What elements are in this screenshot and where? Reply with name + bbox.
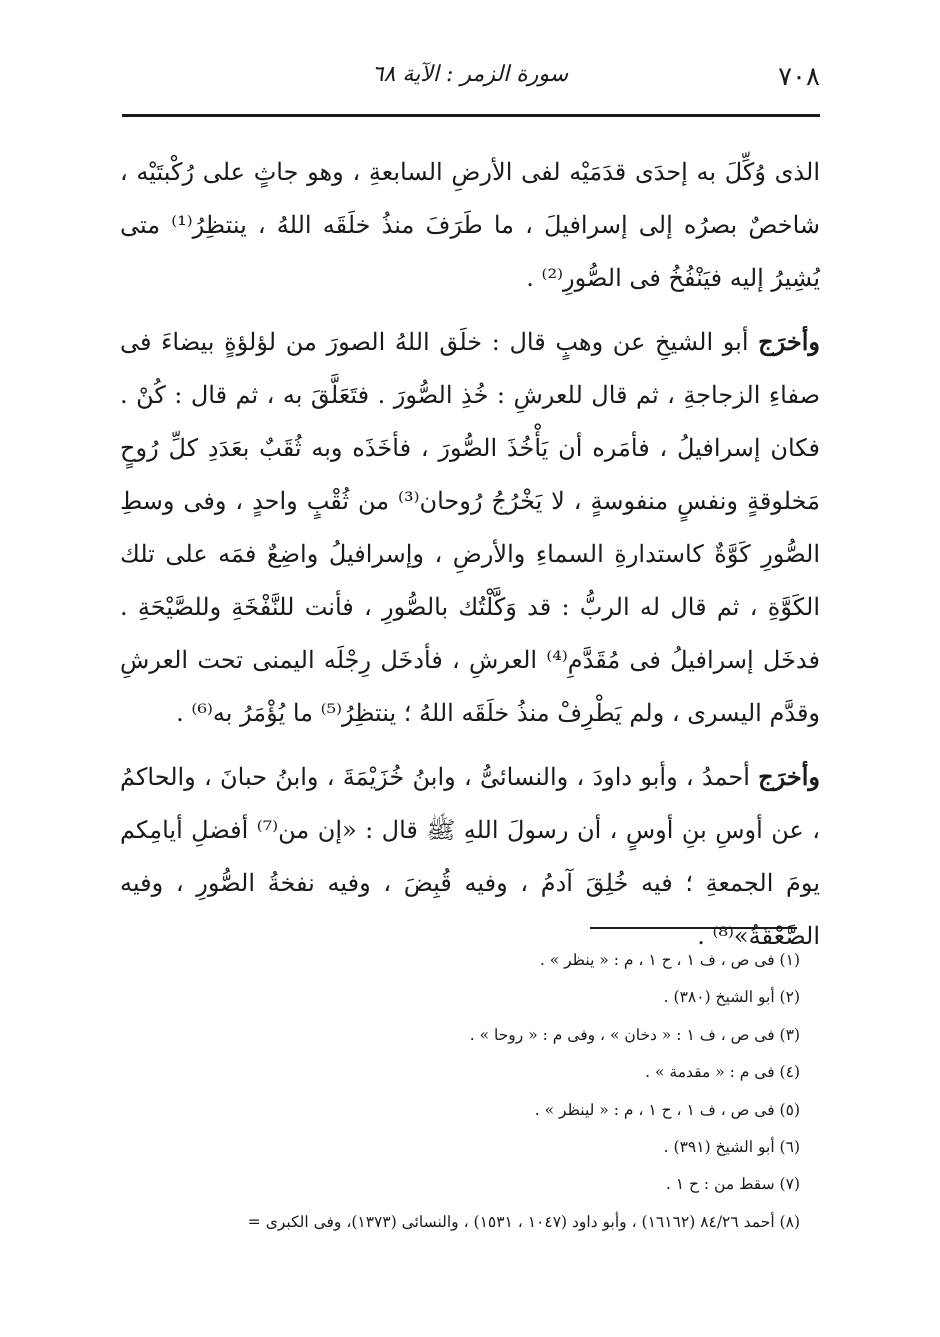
footnote: (٥) فى ص ، ف ١ ، ح ١ ، م : « لينظر » . xyxy=(534,1100,800,1119)
paragraph-lead: وأخرَج xyxy=(758,762,820,791)
header-rule xyxy=(122,114,820,117)
page-number: ٧٠٨ xyxy=(778,62,820,92)
footnote: (٤) فى م : « مقدمة » . xyxy=(645,1063,800,1082)
paragraph xyxy=(120,146,820,305)
footnote: (٨) أحمد ٨٤/٢٦ (١٦١٦٢) ، وأبو داود (١٠٤٧ ، ١٥٣١) ، والنسائى (١٣٧٣)، وفى الكبرى = xyxy=(247,1212,800,1231)
footnote: (٢) أبو الشيخ (٣٨٠) . xyxy=(663,988,800,1007)
footnote: (٧) سقط من : ح ١ . xyxy=(665,1175,800,1194)
footnote: (٣) فى ص ، ف ١ : « دخان » ، وفى م : « روحا » . xyxy=(469,1025,800,1044)
paragraph-lead: وأخرَج xyxy=(758,327,820,356)
main-text xyxy=(120,146,820,963)
footnote: (١) فى ص ، ف ١ ، ح ١ ، م : « ينظر » . xyxy=(539,951,800,969)
paragraph xyxy=(120,315,820,740)
paragraph-text: أبو الشيخِ عن وهبٍ قال : خلَق اللهُ الصورَ من لؤلؤةٍ بيضاءَ فى صفاءِ الزجاجةِ ، ثم قال للعرشِ : خُذِ الصُّورَ . فتَعَلَّقَ به ، ثم قال : كُنْ . فكان إسرافيلُ ، فأمَره أن يَأْخُذَ الصُّورَ ، فأخَذَه وبه ثُقَبٌ بعَدَدِ كلِّ رُوحٍ مَخلوقةٍ ونفسٍ منفوسةٍ ، لا يَخْرُجُ رُوحان⁽³⁾ من ثُقْبٍ واحدٍ ، وفى وسطِ الصُّورِ كَوَّةٌ كاستدارةِ السماءِ والأرضِ ، وإسرافيلُ واضِعٌ فمَه على تلك الكَوَّةِ ، ثم قال له الربُّ : قد وَكَّلْتُك بالصُّورِ ، فأنت للنَّفْخَةِ وللصَّيْحَةِ . فدخَل إسرافيلُ فى مُقَدَّمِ⁽⁴⁾ العرشِ ، فأدخَل رِجْلَه اليمنى تحت العرشِ وقدَّم اليسرى ، ولم يَطْرِفْ منذُ خلَقَه اللهُ ؛ ينتظِرُ⁽⁵⁾ ما يُؤْمَرُ به⁽⁶⁾ . xyxy=(120,328,821,727)
footnote: (٦) أبو الشيخ (٣٩١) . xyxy=(663,1138,800,1157)
paragraph-text: أحمدُ ، وأبو داودَ ، والنسائىُّ ، وابنُ خُزَيْمَةَ ، وابنُ حبانَ ، والحاكمُ ، عن أوسِ بنِ أوسٍ ، أن رسولَ اللهِ ﷺ قال : «إن من⁽⁷⁾ أفضلِ أيامِكم يومَ الجمعةِ ؛ فيه خُلِقَ آدمُ ، وفيه قُبِضَ ، وفيه نفخةُ الصُّورِ ، وفيه الصَّعْقَةُ»⁽⁸⁾ . xyxy=(120,763,820,950)
paragraph xyxy=(120,750,820,963)
page-header xyxy=(120,58,820,108)
paragraph-text: الذى وُكِّلَ به إحدَى قدَمَيْه لفى الأرضِ السابعةِ ، وهو جاثٍ على رُكْبتَيْه ، شاخصٌ بصرُه إلى إسرافيلَ ، ما طَرَفَ منذُ خلَقَه اللهُ ، ينتظِرُ⁽¹⁾ متى يُشِيرُ إليه فيَنْفُخُ فى الصُّورِ⁽²⁾ . xyxy=(120,158,820,292)
footnotes xyxy=(100,942,800,1241)
footnote-separator xyxy=(590,927,797,929)
running-title: سورة الزمر : الآية ٦٨ xyxy=(371,62,569,87)
